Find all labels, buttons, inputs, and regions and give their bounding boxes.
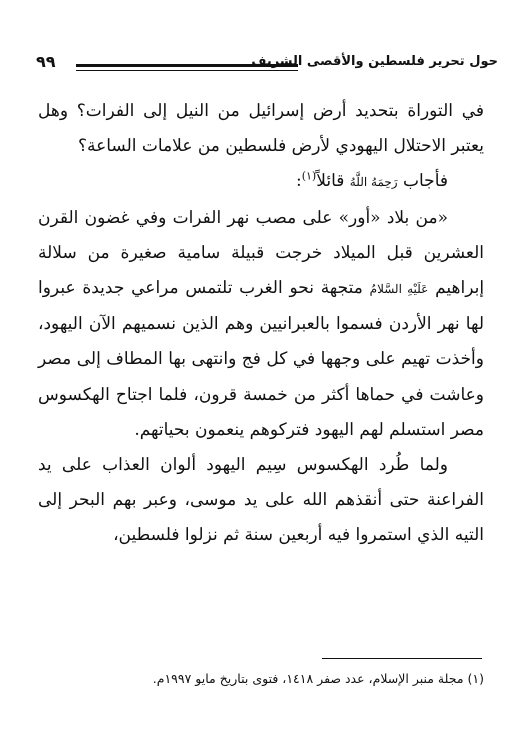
quote-paragraph bbox=[38, 201, 484, 448]
text-line: القرن العشرين قبل الميلاد خرجت قبيلة سامية صغيرة من bbox=[38, 207, 484, 263]
text-line: جديدة عبروا لها نهر الأردن فسموا بالعبرانيين وهم الذين bbox=[38, 278, 484, 335]
text-fragment: : bbox=[295, 171, 302, 192]
answer-intro bbox=[38, 164, 484, 200]
honorific-ligature: رَحِمَهُ اللَّهُ bbox=[349, 175, 398, 190]
footnote: (١) مجلة منبر الإسلام، عدد صفر ١٤١٨، فتوى بتاريخ مايو ١٩٩٧م. bbox=[152, 671, 484, 686]
text-line: نسميهم الآن اليهود، وأخذت تهيم على وجهها في كل فج bbox=[38, 314, 484, 370]
text-line: ولما طُرد الهكسوس سِيم اليهود ألوان العذاب على يد bbox=[38, 455, 448, 476]
honorific-ligature: عَلَيْهِ السَّلامُ bbox=[369, 282, 429, 297]
text-line: سلالة إبراهيم bbox=[38, 242, 485, 299]
text-fragment: فأجاب bbox=[403, 171, 448, 192]
page-header bbox=[36, 50, 498, 76]
main-text bbox=[38, 94, 484, 554]
text-line: قرون، فلما اجتاح الهكسوس مصر استسلم لهم اليهود bbox=[38, 384, 484, 440]
text-line: الفراعنة حتى أنقذهم الله على يد موسى، وعبر بهم البحر إلى bbox=[38, 490, 484, 511]
history-paragraph bbox=[38, 448, 484, 554]
page-number: ٩٩ bbox=[36, 52, 56, 71]
text-line: التيه الذي استمروا فيه أربعين سنة ثم نزلوا فلسطين، bbox=[113, 525, 484, 546]
footnote-divider bbox=[322, 658, 482, 659]
footnote-marker: (١) bbox=[301, 169, 317, 183]
question-paragraph bbox=[38, 94, 484, 164]
text-line: وانتهى بها المطاف إلى مصر وعاشت في حماها أكثر من خمسة bbox=[38, 349, 485, 405]
text-fragment: قائلاً bbox=[316, 171, 345, 192]
text-line: فتركوهم ينعمون بحياتهم. bbox=[134, 419, 310, 440]
text-line: في التوراة بتحديد أرض إسرائيل من النيل إلى الفرات؟ وهل يعتبر bbox=[38, 101, 484, 157]
running-title: حول تحرير فلسطين والأقصى الشريف bbox=[251, 54, 498, 69]
text-line: متجهة نحو الغرب تلتمس مراعي bbox=[131, 278, 363, 299]
text-line: «من بلاد «أور» على مصب نهر الفرات وفي غضون bbox=[84, 207, 448, 228]
text-line: الاحتلال اليهودي لأرض فلسطين من علامات الساعة؟ bbox=[77, 136, 447, 157]
